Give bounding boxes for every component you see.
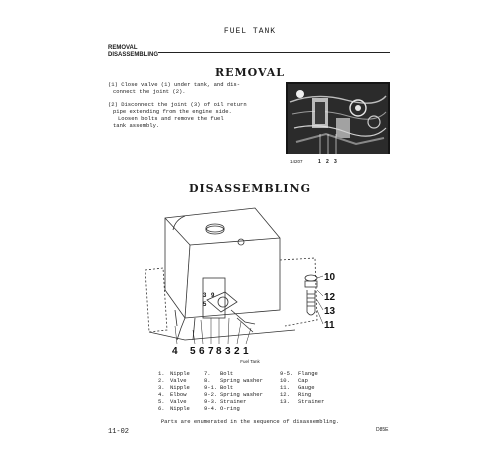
callout-3: 3 bbox=[225, 346, 231, 357]
part-no: 4. bbox=[158, 391, 165, 398]
engine-photo-image bbox=[286, 82, 390, 168]
section-tag-removal: REMOVAL bbox=[108, 45, 138, 51]
callout-6: 6 bbox=[199, 346, 205, 357]
callout-7: 7 bbox=[208, 346, 214, 357]
part-row bbox=[280, 377, 324, 384]
callout-center-5: 5 bbox=[203, 302, 207, 308]
photo-label-3: 3 bbox=[334, 159, 337, 165]
page-number: 11-02 bbox=[108, 428, 130, 436]
callout-8: 8 bbox=[216, 346, 222, 357]
part-name: Flange bbox=[298, 370, 318, 377]
part-name: Valve bbox=[170, 398, 187, 405]
parts-column-2 bbox=[204, 370, 263, 412]
callout-1: 1 bbox=[243, 346, 249, 357]
callout-center-9: 9 bbox=[211, 293, 215, 299]
part-name: Nipple bbox=[170, 384, 190, 391]
callout-center-3: 3 bbox=[203, 293, 207, 299]
part-row bbox=[204, 391, 263, 398]
part-name: Valve bbox=[170, 377, 187, 384]
part-no: 7. bbox=[204, 370, 211, 377]
part-row bbox=[280, 370, 324, 377]
callout-13: 13 bbox=[324, 306, 336, 317]
disassembly-note: Parts are enumerated in the sequence of disassembling. bbox=[160, 418, 340, 425]
part-no: 1. bbox=[158, 370, 165, 377]
part-name: Bolt bbox=[220, 370, 234, 377]
part-no: 8. bbox=[204, 377, 211, 384]
photo-label-2: 2 bbox=[326, 159, 329, 165]
removal-step-2 bbox=[108, 101, 283, 129]
document-code: D85E bbox=[376, 427, 389, 433]
part-no: 9-4. bbox=[204, 405, 218, 412]
part-no: 3. bbox=[158, 384, 165, 391]
part-name: Nipple bbox=[170, 370, 190, 377]
step-line: connect the joint (2). bbox=[113, 88, 186, 95]
page-title: FUEL TANK bbox=[223, 27, 277, 36]
callout-5: 5 bbox=[190, 346, 196, 357]
callout-12: 12 bbox=[324, 292, 336, 303]
part-row bbox=[280, 384, 324, 391]
part-no: 5. bbox=[158, 398, 165, 405]
part-row bbox=[204, 398, 263, 405]
parts-column-1 bbox=[158, 370, 190, 412]
part-no: 10. bbox=[280, 377, 290, 384]
part-name: Ring bbox=[298, 391, 312, 398]
step-line: (2) Disconnect the joint (3) of oil return bbox=[108, 101, 247, 108]
part-no: 2. bbox=[158, 377, 165, 384]
part-name: Spring washer bbox=[220, 377, 263, 384]
header-rule bbox=[158, 52, 390, 53]
fuel-tank-drawing bbox=[145, 200, 345, 360]
part-row bbox=[158, 398, 190, 405]
part-name: Strainer bbox=[220, 398, 247, 405]
removal-photo bbox=[286, 82, 390, 168]
part-name: Bolt bbox=[220, 384, 234, 391]
callout-11: 11 bbox=[324, 320, 335, 331]
callout-2: 2 bbox=[234, 346, 240, 357]
part-row bbox=[158, 405, 190, 412]
photo-code: 14207 bbox=[290, 159, 303, 164]
removal-step-1 bbox=[108, 81, 283, 95]
section-tag bbox=[108, 45, 158, 59]
step-line: (1) Close valve (1) under tank, and dis- bbox=[108, 81, 241, 88]
part-no: 12. bbox=[280, 391, 290, 398]
part-no: 13. bbox=[280, 398, 290, 405]
part-name: Elbow bbox=[170, 391, 187, 398]
part-name: Gauge bbox=[298, 384, 315, 391]
step-line: pipe extending from the engine side. bbox=[113, 108, 232, 115]
part-row bbox=[158, 391, 190, 398]
parts-column-3 bbox=[280, 370, 324, 405]
removal-heading: REMOVAL bbox=[214, 66, 286, 79]
part-row bbox=[158, 370, 190, 377]
part-no: 11. bbox=[280, 384, 290, 391]
part-no: 9-1. bbox=[204, 384, 218, 391]
disassembling-heading: DISASSEMBLING bbox=[189, 182, 311, 195]
step-line: tank assembly. bbox=[113, 122, 160, 129]
part-no: 9-3. bbox=[204, 398, 218, 405]
photo-label-1: 1 bbox=[318, 159, 321, 165]
part-no: 9-5. bbox=[280, 370, 294, 377]
part-name: Strainer bbox=[298, 398, 325, 405]
part-row bbox=[204, 384, 263, 391]
figure-caption: Fuel Tank bbox=[240, 359, 260, 364]
part-row bbox=[204, 377, 263, 384]
part-row bbox=[204, 370, 263, 377]
section-tag-disassembling: DISASSEMBLING bbox=[108, 52, 159, 58]
part-row bbox=[158, 384, 190, 391]
part-no: 9-2. bbox=[204, 391, 218, 398]
callout-4: 4 bbox=[172, 346, 178, 357]
fuel-tank-exploded-diagram bbox=[145, 200, 345, 360]
part-row bbox=[204, 405, 263, 412]
part-no: 6. bbox=[158, 405, 165, 412]
part-row bbox=[280, 391, 324, 398]
part-name: Cap bbox=[298, 377, 308, 384]
step-line: Loosen bolts and remove the fuel bbox=[118, 115, 224, 122]
callout-10: 10 bbox=[324, 272, 336, 283]
part-name: Spring washer bbox=[220, 391, 263, 398]
part-name: Nipple bbox=[170, 405, 190, 412]
part-row bbox=[280, 398, 324, 405]
part-row bbox=[158, 377, 190, 384]
part-name: O-ring bbox=[220, 405, 240, 412]
